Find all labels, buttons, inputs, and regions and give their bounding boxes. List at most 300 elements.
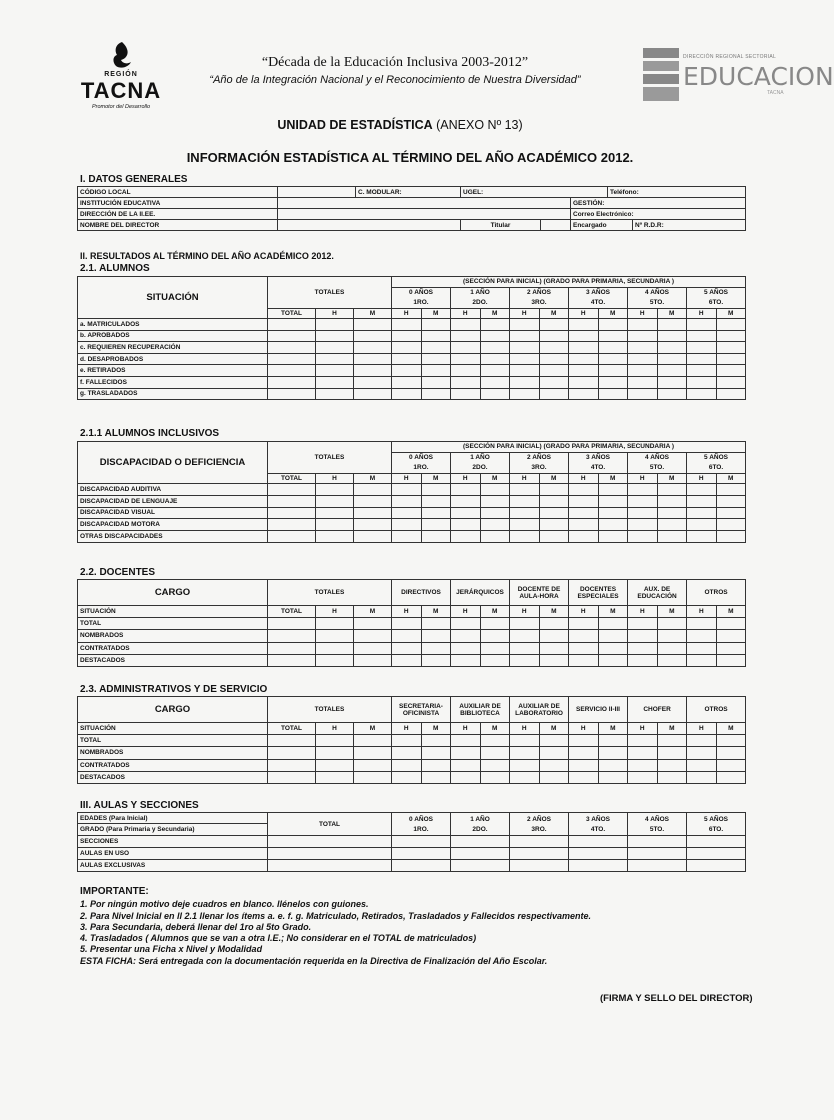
entry-cell[interactable] [354, 630, 392, 642]
entry-cell[interactable] [657, 342, 687, 354]
entry-cell[interactable] [598, 654, 628, 666]
entry-cell[interactable] [510, 353, 540, 365]
entry-cell[interactable] [716, 353, 746, 365]
entry-cell[interactable] [421, 531, 451, 543]
entry-cell[interactable] [628, 376, 658, 388]
entry-cell[interactable] [539, 771, 569, 783]
entry-cell[interactable] [510, 860, 569, 872]
entry-cell[interactable] [687, 848, 746, 860]
entry-cell[interactable] [316, 654, 354, 666]
entry-cell[interactable] [480, 388, 510, 400]
entry-cell[interactable] [354, 747, 392, 759]
entry-cell[interactable] [569, 376, 599, 388]
entry-cell[interactable] [510, 735, 540, 747]
entry-cell[interactable] [392, 388, 422, 400]
entry-cell[interactable] [569, 342, 599, 354]
entry-cell[interactable] [480, 342, 510, 354]
entry-cell[interactable] [716, 654, 746, 666]
entry-cell[interactable] [716, 735, 746, 747]
entry-cell[interactable] [392, 507, 422, 519]
entry-cell[interactable] [392, 365, 422, 377]
entry-cell[interactable] [510, 642, 540, 654]
entry-cell[interactable] [451, 495, 481, 507]
entry-cell[interactable] [598, 771, 628, 783]
entry-cell[interactable] [657, 630, 687, 642]
entry-cell[interactable] [628, 860, 687, 872]
entry-cell[interactable] [569, 388, 599, 400]
entry-cell[interactable] [539, 531, 569, 543]
entry-cell[interactable] [451, 531, 481, 543]
entry-cell[interactable] [628, 642, 658, 654]
entry-cell[interactable] [569, 630, 599, 642]
entry-cell[interactable] [451, 484, 481, 496]
entry-cell[interactable] [569, 353, 599, 365]
entry-cell[interactable] [480, 353, 510, 365]
entry-cell[interactable] [598, 519, 628, 531]
entry-cell[interactable] [539, 507, 569, 519]
entry-cell[interactable] [657, 376, 687, 388]
entry-cell[interactable] [354, 495, 392, 507]
entry-cell[interactable] [569, 735, 599, 747]
entry-cell[interactable] [716, 519, 746, 531]
entry-cell[interactable] [598, 365, 628, 377]
entry-cell[interactable] [421, 507, 451, 519]
entry-cell[interactable] [598, 319, 628, 331]
entry-cell[interactable] [657, 319, 687, 331]
entry-cell[interactable] [687, 531, 717, 543]
entry-cell[interactable] [268, 618, 316, 630]
entry-cell[interactable] [628, 759, 658, 771]
entry-cell[interactable] [480, 365, 510, 377]
entry-cell[interactable] [687, 519, 717, 531]
entry-cell[interactable] [569, 654, 599, 666]
entry-cell[interactable] [539, 519, 569, 531]
entry-cell[interactable] [539, 342, 569, 354]
entry-cell[interactable] [421, 618, 451, 630]
entry-cell[interactable] [716, 319, 746, 331]
entry-cell[interactable] [510, 759, 540, 771]
entry-cell[interactable] [657, 642, 687, 654]
entry-cell[interactable] [716, 531, 746, 543]
entry-cell[interactable] [598, 507, 628, 519]
entry-cell[interactable] [316, 353, 354, 365]
entry-cell[interactable] [510, 388, 540, 400]
entry-cell[interactable] [687, 484, 717, 496]
entry-cell[interactable] [657, 771, 687, 783]
entry-cell[interactable] [628, 735, 658, 747]
codigo-local-field[interactable] [278, 187, 356, 198]
entry-cell[interactable] [687, 630, 717, 642]
entry-cell[interactable] [598, 495, 628, 507]
entry-cell[interactable] [598, 735, 628, 747]
entry-cell[interactable] [421, 353, 451, 365]
entry-cell[interactable] [316, 519, 354, 531]
entry-cell[interactable] [716, 365, 746, 377]
entry-cell[interactable] [657, 484, 687, 496]
entry-cell[interactable] [510, 519, 540, 531]
entry-cell[interactable] [392, 654, 422, 666]
entry-cell[interactable] [628, 388, 658, 400]
entry-cell[interactable] [569, 848, 628, 860]
entry-cell[interactable] [480, 495, 510, 507]
entry-cell[interactable] [316, 759, 354, 771]
entry-cell[interactable] [421, 330, 451, 342]
entry-cell[interactable] [316, 747, 354, 759]
entry-cell[interactable] [451, 507, 481, 519]
entry-cell[interactable] [628, 771, 658, 783]
entry-cell[interactable] [539, 376, 569, 388]
entry-cell[interactable] [687, 618, 717, 630]
entry-cell[interactable] [268, 519, 316, 531]
entry-cell[interactable] [657, 388, 687, 400]
entry-cell[interactable] [451, 836, 510, 848]
entry-cell[interactable] [716, 495, 746, 507]
entry-cell[interactable] [628, 342, 658, 354]
entry-cell[interactable] [421, 495, 451, 507]
entry-cell[interactable] [480, 618, 510, 630]
entry-cell[interactable] [539, 365, 569, 377]
entry-cell[interactable] [451, 759, 481, 771]
entry-cell[interactable] [268, 735, 316, 747]
entry-cell[interactable] [421, 388, 451, 400]
entry-cell[interactable] [451, 848, 510, 860]
entry-cell[interactable] [421, 735, 451, 747]
entry-cell[interactable] [598, 484, 628, 496]
entry-cell[interactable] [569, 519, 599, 531]
entry-cell[interactable] [510, 484, 540, 496]
entry-cell[interactable] [716, 388, 746, 400]
entry-cell[interactable] [598, 353, 628, 365]
entry-cell[interactable] [354, 531, 392, 543]
entry-cell[interactable] [628, 654, 658, 666]
entry-cell[interactable] [687, 747, 717, 759]
entry-cell[interactable] [687, 860, 746, 872]
entry-cell[interactable] [569, 860, 628, 872]
entry-cell[interactable] [687, 642, 717, 654]
entry-cell[interactable] [716, 484, 746, 496]
entry-cell[interactable] [628, 484, 658, 496]
entry-cell[interactable] [628, 330, 658, 342]
entry-cell[interactable] [716, 771, 746, 783]
entry-cell[interactable] [451, 860, 510, 872]
entry-cell[interactable] [569, 836, 628, 848]
entry-cell[interactable] [510, 747, 540, 759]
entry-cell[interactable] [628, 495, 658, 507]
entry-cell[interactable] [316, 330, 354, 342]
entry-cell[interactable] [539, 388, 569, 400]
entry-cell[interactable] [354, 388, 392, 400]
entry-cell[interactable] [392, 759, 422, 771]
entry-cell[interactable] [480, 507, 510, 519]
entry-cell[interactable] [316, 376, 354, 388]
entry-cell[interactable] [392, 630, 422, 642]
entry-cell[interactable] [510, 771, 540, 783]
entry-cell[interactable] [628, 848, 687, 860]
entry-cell[interactable] [510, 618, 540, 630]
entry-cell[interactable] [421, 630, 451, 642]
entry-cell[interactable] [354, 376, 392, 388]
entry-cell[interactable] [268, 365, 316, 377]
entry-cell[interactable] [421, 642, 451, 654]
entry-cell[interactable] [451, 519, 481, 531]
entry-cell[interactable] [480, 630, 510, 642]
entry-cell[interactable] [657, 759, 687, 771]
entry-cell[interactable] [354, 484, 392, 496]
entry-cell[interactable] [480, 654, 510, 666]
entry-cell[interactable] [392, 330, 422, 342]
entry-cell[interactable] [628, 519, 658, 531]
entry-cell[interactable] [316, 319, 354, 331]
entry-cell[interactable] [316, 630, 354, 642]
entry-cell[interactable] [268, 771, 316, 783]
entry-cell[interactable] [687, 342, 717, 354]
entry-cell[interactable] [421, 342, 451, 354]
entry-cell[interactable] [628, 836, 687, 848]
director-field[interactable] [278, 220, 461, 231]
entry-cell[interactable] [598, 642, 628, 654]
entry-cell[interactable] [598, 618, 628, 630]
entry-cell[interactable] [687, 376, 717, 388]
entry-cell[interactable] [510, 330, 540, 342]
entry-cell[interactable] [569, 642, 599, 654]
entry-cell[interactable] [539, 330, 569, 342]
entry-cell[interactable] [421, 519, 451, 531]
entry-cell[interactable] [598, 330, 628, 342]
institucion-field[interactable] [278, 198, 571, 209]
entry-cell[interactable] [628, 630, 658, 642]
entry-cell[interactable] [539, 654, 569, 666]
entry-cell[interactable] [421, 759, 451, 771]
entry-cell[interactable] [480, 330, 510, 342]
entry-cell[interactable] [316, 642, 354, 654]
entry-cell[interactable] [392, 353, 422, 365]
entry-cell[interactable] [569, 747, 599, 759]
entry-cell[interactable] [539, 642, 569, 654]
entry-cell[interactable] [451, 747, 481, 759]
entry-cell[interactable] [569, 618, 599, 630]
entry-cell[interactable] [569, 365, 599, 377]
entry-cell[interactable] [716, 618, 746, 630]
entry-cell[interactable] [716, 330, 746, 342]
entry-cell[interactable] [510, 630, 540, 642]
entry-cell[interactable] [716, 630, 746, 642]
entry-cell[interactable] [716, 507, 746, 519]
entry-cell[interactable] [451, 388, 481, 400]
entry-cell[interactable] [687, 507, 717, 519]
entry-cell[interactable] [510, 495, 540, 507]
entry-cell[interactable] [451, 771, 481, 783]
entry-cell[interactable] [687, 365, 717, 377]
entry-cell[interactable] [598, 388, 628, 400]
entry-cell[interactable] [316, 618, 354, 630]
entry-cell[interactable] [480, 771, 510, 783]
entry-cell[interactable] [392, 495, 422, 507]
entry-cell[interactable] [268, 836, 392, 848]
entry-cell[interactable] [598, 531, 628, 543]
entry-cell[interactable] [392, 484, 422, 496]
entry-cell[interactable] [451, 618, 481, 630]
entry-cell[interactable] [451, 642, 481, 654]
entry-cell[interactable] [569, 507, 599, 519]
entry-cell[interactable] [451, 735, 481, 747]
entry-cell[interactable] [354, 342, 392, 354]
entry-cell[interactable] [451, 654, 481, 666]
entry-cell[interactable] [392, 531, 422, 543]
entry-cell[interactable] [316, 365, 354, 377]
entry-cell[interactable] [392, 747, 422, 759]
entry-cell[interactable] [421, 654, 451, 666]
entry-cell[interactable] [687, 759, 717, 771]
entry-cell[interactable] [510, 531, 540, 543]
entry-cell[interactable] [268, 495, 316, 507]
entry-cell[interactable] [268, 342, 316, 354]
entry-cell[interactable] [354, 507, 392, 519]
entry-cell[interactable] [354, 319, 392, 331]
entry-cell[interactable] [598, 747, 628, 759]
entry-cell[interactable] [539, 495, 569, 507]
entry-cell[interactable] [392, 319, 422, 331]
entry-cell[interactable] [354, 771, 392, 783]
entry-cell[interactable] [392, 735, 422, 747]
entry-cell[interactable] [510, 342, 540, 354]
entry-cell[interactable] [687, 836, 746, 848]
entry-cell[interactable] [628, 507, 658, 519]
entry-cell[interactable] [392, 836, 451, 848]
entry-cell[interactable] [480, 735, 510, 747]
titular-box[interactable] [541, 220, 571, 231]
entry-cell[interactable] [687, 319, 717, 331]
entry-cell[interactable] [657, 531, 687, 543]
entry-cell[interactable] [316, 507, 354, 519]
entry-cell[interactable] [687, 330, 717, 342]
entry-cell[interactable] [268, 330, 316, 342]
entry-cell[interactable] [480, 531, 510, 543]
entry-cell[interactable] [539, 747, 569, 759]
entry-cell[interactable] [421, 771, 451, 783]
entry-cell[interactable] [480, 319, 510, 331]
entry-cell[interactable] [539, 759, 569, 771]
entry-cell[interactable] [316, 342, 354, 354]
entry-cell[interactable] [510, 376, 540, 388]
entry-cell[interactable] [480, 759, 510, 771]
entry-cell[interactable] [451, 630, 481, 642]
entry-cell[interactable] [268, 507, 316, 519]
entry-cell[interactable] [510, 848, 569, 860]
entry-cell[interactable] [268, 759, 316, 771]
entry-cell[interactable] [354, 330, 392, 342]
entry-cell[interactable] [539, 484, 569, 496]
entry-cell[interactable] [569, 531, 599, 543]
entry-cell[interactable] [451, 330, 481, 342]
entry-cell[interactable] [657, 507, 687, 519]
entry-cell[interactable] [539, 353, 569, 365]
entry-cell[interactable] [451, 342, 481, 354]
entry-cell[interactable] [316, 388, 354, 400]
entry-cell[interactable] [268, 376, 316, 388]
entry-cell[interactable] [316, 495, 354, 507]
entry-cell[interactable] [569, 759, 599, 771]
entry-cell[interactable] [569, 484, 599, 496]
entry-cell[interactable] [716, 747, 746, 759]
entry-cell[interactable] [316, 484, 354, 496]
entry-cell[interactable] [354, 618, 392, 630]
entry-cell[interactable] [628, 365, 658, 377]
entry-cell[interactable] [716, 642, 746, 654]
entry-cell[interactable] [451, 319, 481, 331]
entry-cell[interactable] [510, 654, 540, 666]
entry-cell[interactable] [687, 654, 717, 666]
entry-cell[interactable] [598, 376, 628, 388]
entry-cell[interactable] [354, 759, 392, 771]
entry-cell[interactable] [354, 735, 392, 747]
entry-cell[interactable] [569, 495, 599, 507]
entry-cell[interactable] [539, 618, 569, 630]
entry-cell[interactable] [316, 735, 354, 747]
entry-cell[interactable] [268, 630, 316, 642]
entry-cell[interactable] [628, 319, 658, 331]
entry-cell[interactable] [392, 771, 422, 783]
entry-cell[interactable] [421, 319, 451, 331]
direccion-field[interactable] [278, 209, 571, 220]
entry-cell[interactable] [628, 353, 658, 365]
entry-cell[interactable] [392, 642, 422, 654]
entry-cell[interactable] [268, 388, 316, 400]
entry-cell[interactable] [354, 519, 392, 531]
entry-cell[interactable] [268, 848, 392, 860]
entry-cell[interactable] [451, 365, 481, 377]
entry-cell[interactable] [480, 484, 510, 496]
entry-cell[interactable] [628, 618, 658, 630]
entry-cell[interactable] [451, 353, 481, 365]
entry-cell[interactable] [687, 353, 717, 365]
entry-cell[interactable] [687, 388, 717, 400]
entry-cell[interactable] [657, 495, 687, 507]
entry-cell[interactable] [421, 484, 451, 496]
entry-cell[interactable] [421, 376, 451, 388]
entry-cell[interactable] [316, 771, 354, 783]
entry-cell[interactable] [569, 319, 599, 331]
entry-cell[interactable] [598, 630, 628, 642]
entry-cell[interactable] [539, 319, 569, 331]
entry-cell[interactable] [354, 365, 392, 377]
entry-cell[interactable] [539, 630, 569, 642]
entry-cell[interactable] [268, 319, 316, 331]
entry-cell[interactable] [480, 519, 510, 531]
entry-cell[interactable] [421, 747, 451, 759]
entry-cell[interactable] [392, 618, 422, 630]
entry-cell[interactable] [480, 642, 510, 654]
entry-cell[interactable] [392, 519, 422, 531]
entry-cell[interactable] [657, 654, 687, 666]
entry-cell[interactable] [657, 365, 687, 377]
entry-cell[interactable] [598, 342, 628, 354]
entry-cell[interactable] [716, 376, 746, 388]
entry-cell[interactable] [628, 747, 658, 759]
entry-cell[interactable] [354, 654, 392, 666]
entry-cell[interactable] [480, 376, 510, 388]
entry-cell[interactable] [392, 376, 422, 388]
entry-cell[interactable] [510, 836, 569, 848]
entry-cell[interactable] [657, 330, 687, 342]
entry-cell[interactable] [268, 654, 316, 666]
entry-cell[interactable] [628, 531, 658, 543]
entry-cell[interactable] [687, 735, 717, 747]
entry-cell[interactable] [539, 735, 569, 747]
entry-cell[interactable] [657, 747, 687, 759]
entry-cell[interactable] [354, 353, 392, 365]
entry-cell[interactable] [316, 531, 354, 543]
entry-cell[interactable] [392, 860, 451, 872]
